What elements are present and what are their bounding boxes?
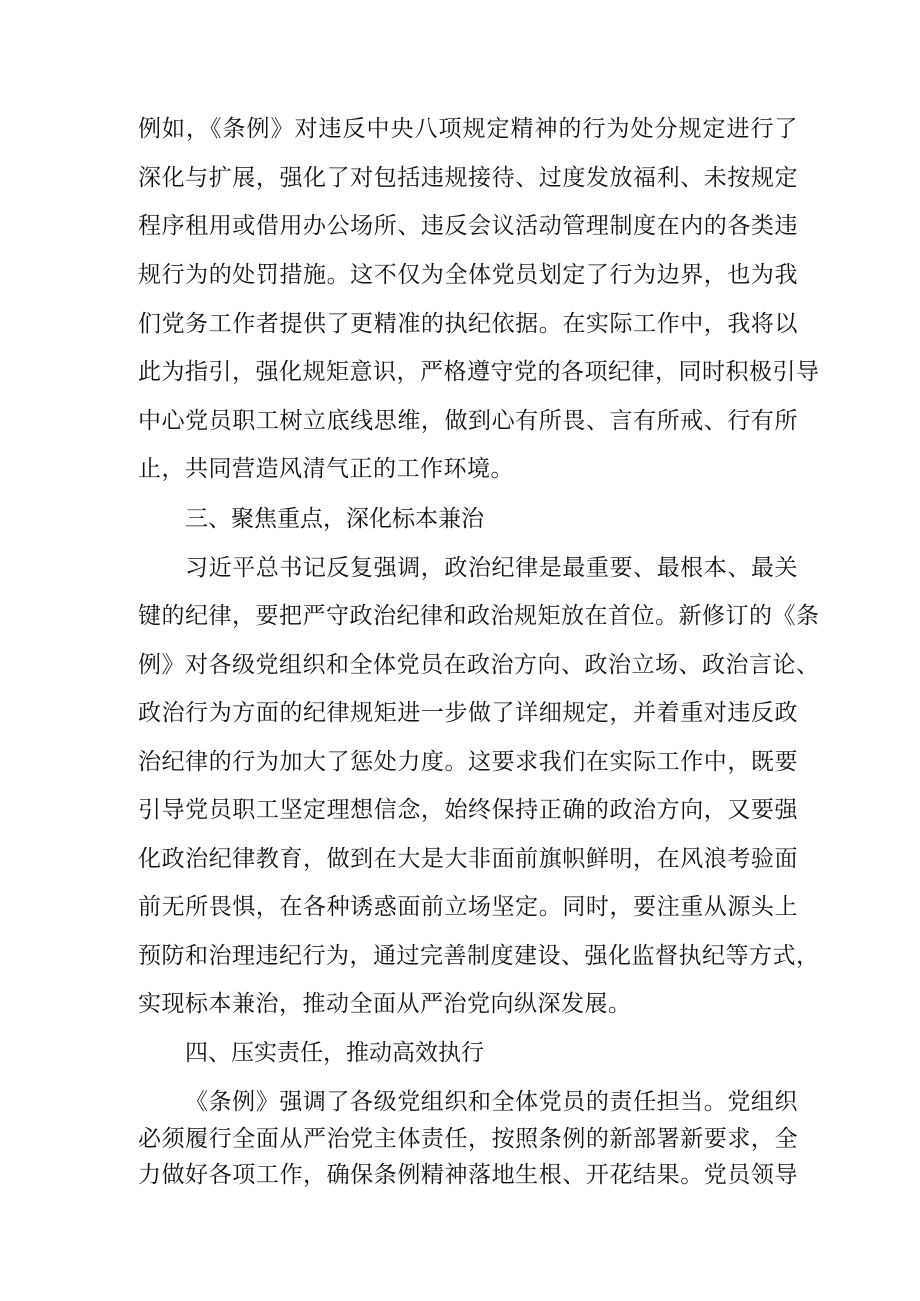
paragraph-line: 止，共同营造风清气正的工作环境。 xyxy=(138,456,514,482)
section-heading-3: 三、聚焦重点，深化标本兼治 xyxy=(185,506,484,532)
paragraph-line: 前无所畏惧，在各种诱惑面前立场坚定。同时，要注重从源头上 xyxy=(138,894,798,920)
paragraph-line: 力做好各项工作，确保条例精神落地生根、开花结果。党员领导 xyxy=(138,1162,798,1188)
paragraph-line: 键的纪律，要把严守政治纪律和政治规矩放在首位。新修订的《条 xyxy=(138,603,820,629)
paragraph-line: 化政治纪律教育，做到在大是大非面前旗帜鲜明，在风浪考验面 xyxy=(138,846,798,872)
paragraph-line: 程序租用或借用办公场所、违反会议活动管理制度在内的各类违 xyxy=(138,213,798,239)
paragraph-line: 们党务工作者提供了更精准的执纪依据。在实际工作中，我将以 xyxy=(138,311,798,337)
paragraph-line: 实现标本兼治，推动全面从严治党向纵深发展。 xyxy=(138,991,632,1017)
paragraph-line: 政治行为方面的纪律规矩进一步做了详细规定，并着重对违反政 xyxy=(138,700,798,726)
paragraph-line: 中心党员职工树立底线思维，做到心有所畏、言有所戒、行有所 xyxy=(138,408,798,434)
paragraph-line: 必须履行全面从严治党主体责任，按照条例的新部署新要求，全 xyxy=(138,1126,798,1152)
paragraph-line: 引导党员职工坚定理想信念，始终保持正确的政治方向，又要强 xyxy=(138,797,798,823)
paragraph-line: 治纪律的行为加大了惩处力度。这要求我们在实际工作中，既要 xyxy=(138,749,798,775)
paragraph-line: 例》对各级党组织和全体党员在政治方向、政治立场、政治言论、 xyxy=(138,652,820,678)
paragraph-line: 规行为的处罚措施。这不仅为全体党员划定了行为边界，也为我 xyxy=(138,262,798,288)
paragraph-line: 例如，《条例》对违反中央八项规定精神的行为处分规定进行了 xyxy=(138,116,798,142)
paragraph-line: 此为指引，强化规矩意识，严格遵守党的各项纪律，同时积极引导 xyxy=(138,359,820,385)
paragraph-line: 预防和治理违纪行为，通过完善制度建设、强化监督执纪等方式， xyxy=(138,943,820,969)
paragraph-line: 习近平总书记反复强调，政治纪律是最重要、最根本、最关 xyxy=(185,555,798,581)
section-heading-4: 四、压实责任，推动高效执行 xyxy=(185,1040,484,1066)
paragraph-line: 《条例》强调了各级党组织和全体党员的责任担当。党组织 xyxy=(185,1089,798,1115)
paragraph-line: 深化与扩展，强化了对包括违规接待、过度发放福利、未按规定 xyxy=(138,165,798,191)
